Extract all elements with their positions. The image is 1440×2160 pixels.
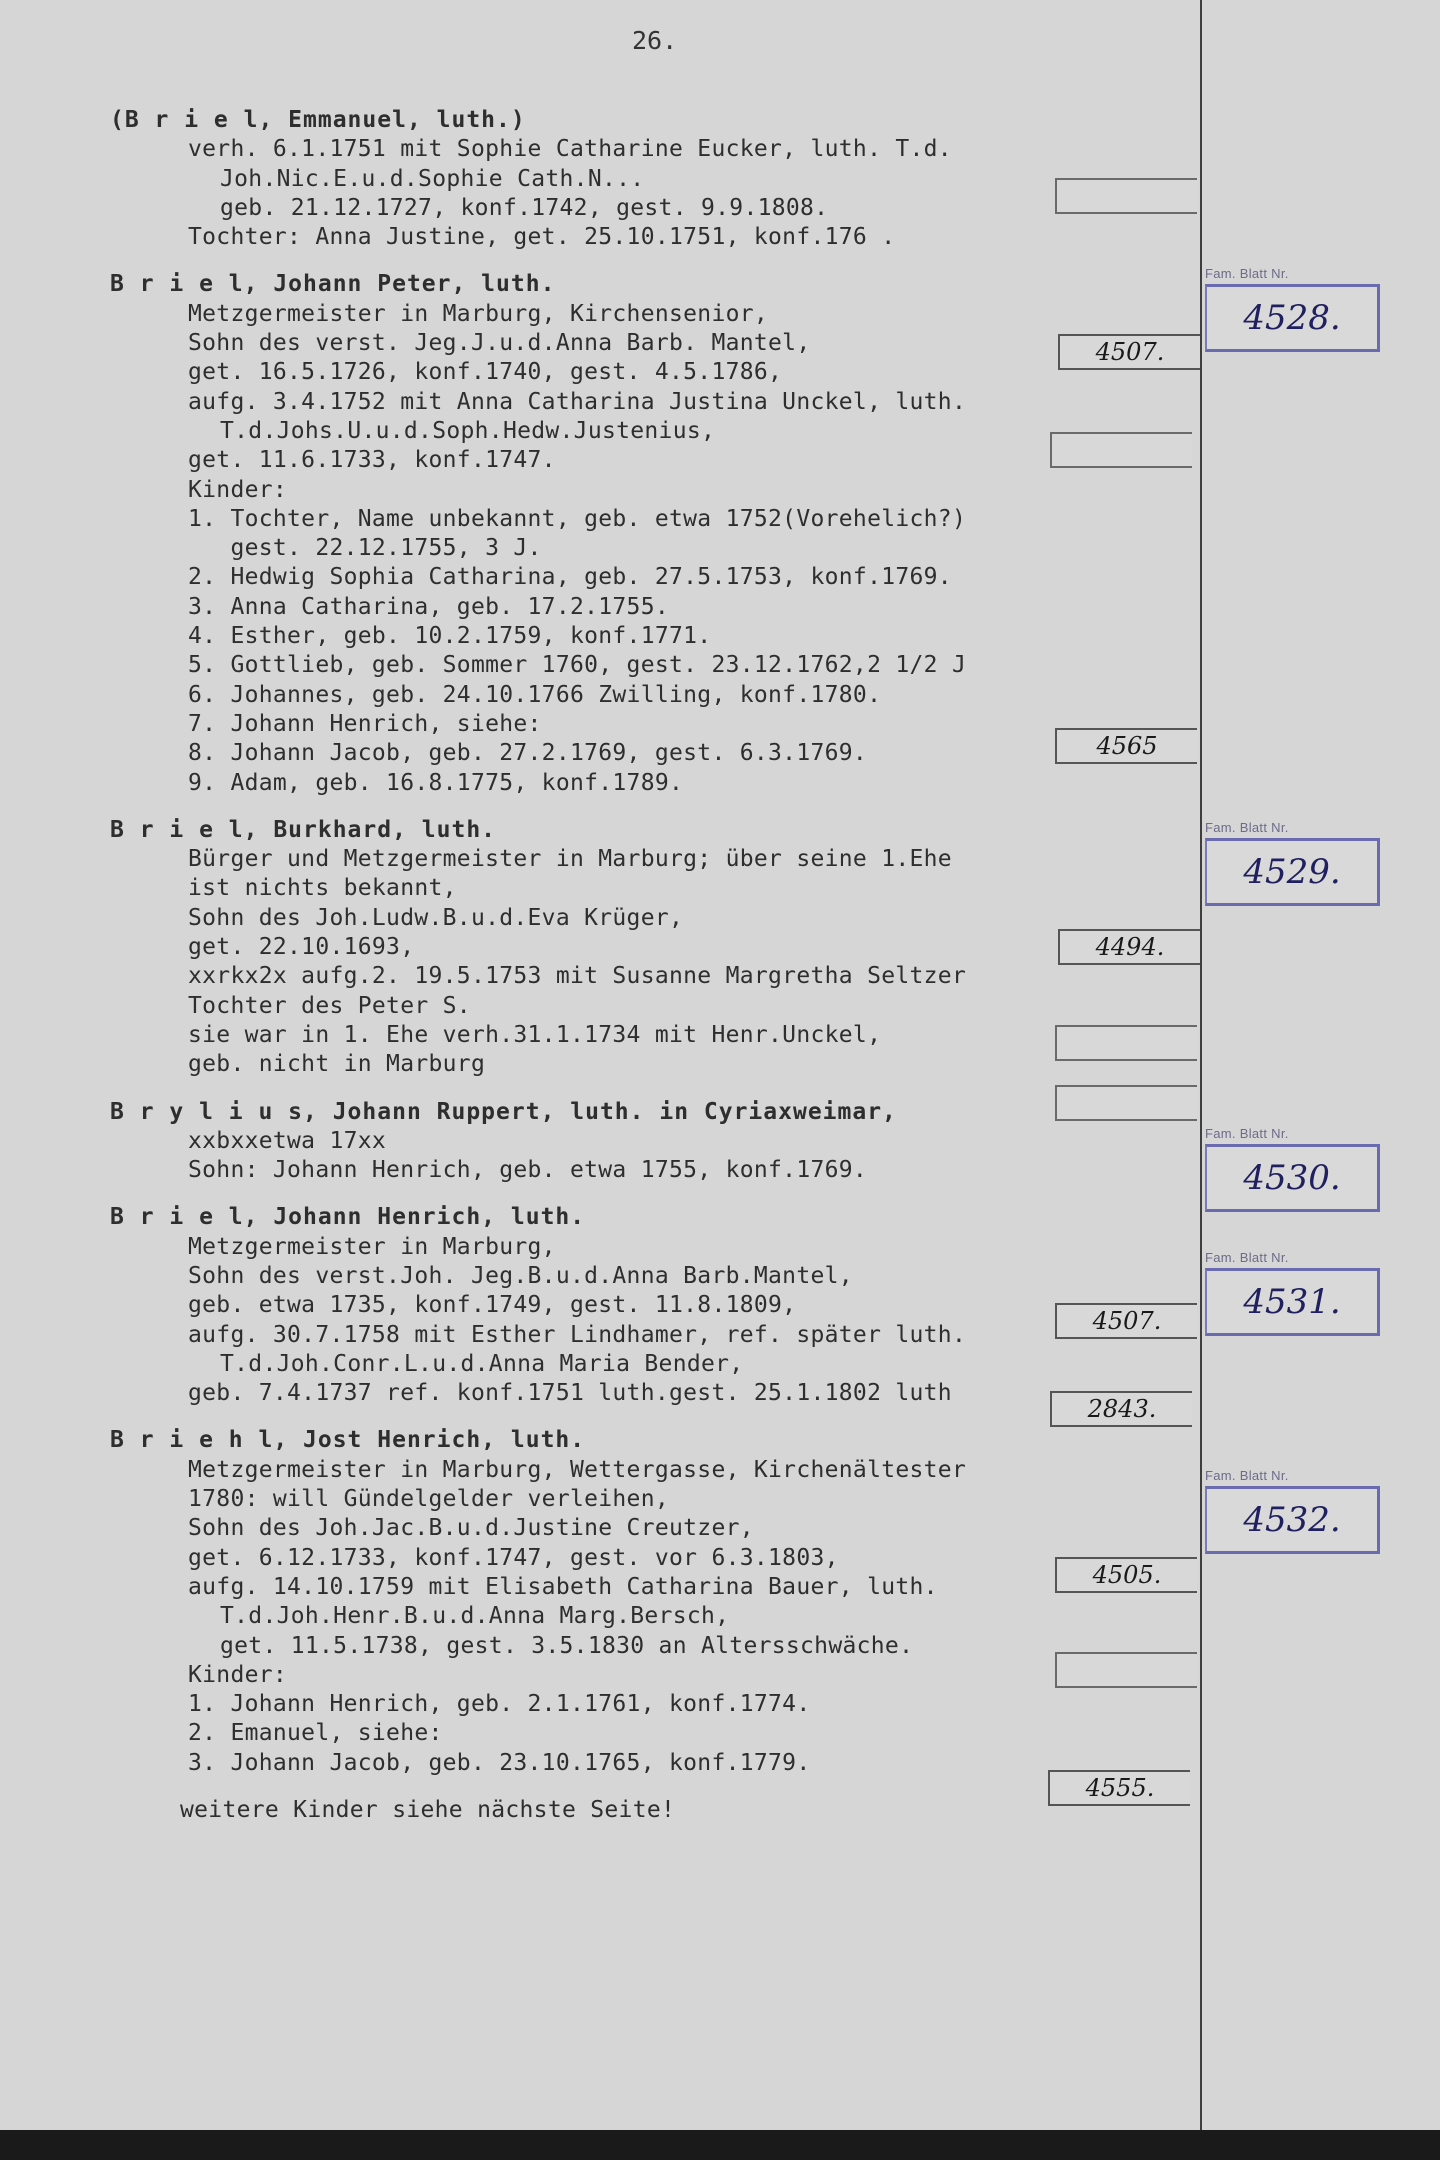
fam-blatt-4530 [1205,1126,1380,1212]
entry-line: get. 22.10.1693, [188,934,415,961]
entries-list [110,106,1205,1825]
genealogy-entry [110,1426,1205,1778]
entry-line: get. 11.5.1738, gest. 3.5.1830 an Altersschwäche. [220,1632,914,1659]
ref-number: 4565 [1055,728,1197,764]
entry-line: Sohn des Joh.Ludw.B.u.d.Eva Krüger, [188,904,684,931]
entry-heading: B r i e l, Johann Peter, luth. [110,271,556,298]
entry-line: geb. nicht in Marburg [188,1051,486,1078]
entry-line: aufg. 30.7.1758 mit Esther Lindhamer, ref. später luth. [188,1321,967,1348]
entry-line: Tochter: Anna Justine, get. 25.10.1751, konf.176 . [188,224,896,251]
entry-line: Kinder: [188,476,288,503]
entry-line: geb. 21.12.1727, konf.1742, gest. 9.9.1808. [220,194,829,221]
entry-line: 3. Anna Catharina, geb. 17.2.1755. [188,593,670,620]
entry-line: get. 6.12.1733, konf.1747, gest. vor 6.3.1803, [188,1544,839,1571]
entry-line: 5. Gottlieb, geb. Sommer 1760, gest. 23.12.1762,2 1/2 J [188,652,967,679]
entry-line: 8. Johann Jacob, geb. 27.2.1769, gest. 6.3.1769. [188,740,868,767]
fam-blatt-label: Fam. Blatt Nr. [1205,820,1289,835]
genealogy-entry [110,106,1205,252]
fam-blatt-4531 [1205,1250,1380,1336]
fam-blatt-label: Fam. Blatt Nr. [1205,1126,1289,1141]
entry-line: Sohn des verst. Jeg.J.u.d.Anna Barb. Mantel, [188,330,811,357]
entry-line: 6. Johannes, geb. 24.10.1766 Zwilling, konf.1780. [188,681,882,708]
entry-line: Joh.Nic.E.u.d.Sophie Cath.N... [220,165,645,192]
entry-heading: B r y l i u s, Johann Ruppert, luth. in Cyriaxweimar, [110,1098,897,1125]
entry-heading: (B r i e l, Emmanuel, luth.) [110,107,526,133]
ref-box-empty [1055,1025,1197,1061]
entry-line: T.d.Joh.Conr.L.u.d.Anna Maria Bender, [220,1350,744,1377]
entry-line: T.d.Johs.U.u.d.Soph.Hedw.Justenius, [220,417,716,444]
entry-line: 1. Johann Henrich, geb. 2.1.1761, konf.1774. [188,1691,811,1718]
entry-line: xxbxxetwa 17xx [188,1127,387,1154]
entry-line: gest. 22.12.1755, 3 J. [188,535,542,562]
ref-box-empty [1055,1085,1197,1121]
ref-box-empty [1050,432,1192,468]
entry-line: Metzgermeister in Marburg, Kirchensenior, [188,300,769,327]
entry-line: aufg. 3.4.1752 mit Anna Catharina Justina Unckel, luth. [188,388,967,415]
entry-line: xxrkx2x aufg.2. 19.5.1753 mit Susanne Margretha Seltzer [188,963,967,990]
entry-line: Sohn: Johann Henrich, geb. etwa 1755, konf.1769. [188,1157,868,1184]
entry-line: Bürger und Metzgermeister in Marburg; über seine 1.Ehe [188,846,952,873]
genealogy-entry [110,270,1205,797]
fam-blatt-number: 4531. [1205,1268,1380,1336]
fam-blatt-number: 4528. [1205,284,1380,352]
genealogy-entry [110,816,1205,1080]
fam-blatt-number: 4529. [1205,838,1380,906]
genealogy-entry [110,1098,1205,1186]
entry-line: 1780: will Gündelgelder verleihen, [188,1486,670,1513]
entry-line: aufg. 14.10.1759 mit Elisabeth Catharina Bauer, luth. [188,1573,938,1600]
entry-heading: B r i e l, Burkhard, luth. [110,816,497,843]
ref-number: 4555. [1048,1770,1190,1806]
ref-box-empty [1055,178,1197,214]
entry-line: ist nichts bekannt, [188,875,457,902]
entry-line: geb. etwa 1735, konf.1749, gest. 11.8.1809, [188,1292,797,1319]
entry-heading: B r i e l, Johann Henrich, luth. [110,1204,586,1231]
entry-line: Tochter des Peter S. [188,992,471,1019]
entry-line: 1. Tochter, Name unbekannt, geb. etwa 1752(Vorehelich?) [188,505,967,532]
ref-number: 4505. [1055,1557,1197,1593]
entry-line: Metzgermeister in Marburg, Wettergasse, Kirchenältester [188,1456,967,1483]
footer-note: weitere Kinder siehe nächste Seite! [180,1797,676,1824]
entry-line: 2. Emanuel, siehe: [188,1720,443,1747]
ref-number: 4494. [1058,929,1200,965]
entry-line: Sohn des Joh.Jac.B.u.d.Justine Creutzer, [188,1515,754,1542]
fam-blatt-4532 [1205,1468,1380,1554]
entry-heading: B r i e h l, Jost Henrich, luth. [110,1427,586,1454]
ref-box-empty [1055,1652,1197,1688]
entry-line: verh. 6.1.1751 mit Sophie Catharine Eucker, luth. T.d. [188,136,952,163]
fam-blatt-4528 [1205,266,1380,352]
page-number: 26. [632,26,678,55]
entry-line: geb. 7.4.1737 ref. konf.1751 luth.gest. 25.1.1802 luth [188,1380,952,1407]
ref-number: 2843. [1050,1391,1192,1427]
ref-number: 4507. [1058,334,1200,370]
entry-line: 7. Johann Henrich, siehe: [188,710,542,737]
genealogy-entry [110,1203,1205,1408]
fam-blatt-number: 4530. [1205,1144,1380,1212]
ref-number: 4507. [1055,1303,1197,1339]
entry-line: Sohn des verst.Joh. Jeg.B.u.d.Anna Barb.Mantel, [188,1262,853,1289]
fam-blatt-label: Fam. Blatt Nr. [1205,266,1289,281]
scan-border [0,2130,1440,2160]
entry-line: Kinder: [188,1661,288,1688]
entry-line: 4. Esther, geb. 10.2.1759, konf.1771. [188,623,712,650]
entry-line: get. 11.6.1733, konf.1747. [188,447,556,474]
entry-line: sie war in 1. Ehe verh.31.1.1734 mit Henr.Unckel, [188,1021,882,1048]
entry-line: get. 16.5.1726, konf.1740, gest. 4.5.1786, [188,359,783,386]
entry-line: T.d.Joh.Henr.B.u.d.Anna Marg.Bersch, [220,1603,730,1630]
entry-line: Metzgermeister in Marburg, [188,1233,556,1260]
fam-blatt-label: Fam. Blatt Nr. [1205,1468,1289,1483]
entry-line: 2. Hedwig Sophia Catharina, geb. 27.5.1753, konf.1769. [188,564,952,591]
entry-line: 9. Adam, geb. 16.8.1775, konf.1789. [188,769,684,796]
fam-blatt-number: 4532. [1205,1486,1380,1554]
entry-line: 3. Johann Jacob, geb. 23.10.1765, konf.1779. [188,1749,811,1776]
fam-blatt-4529 [1205,820,1380,906]
fam-blatt-label: Fam. Blatt Nr. [1205,1250,1289,1265]
